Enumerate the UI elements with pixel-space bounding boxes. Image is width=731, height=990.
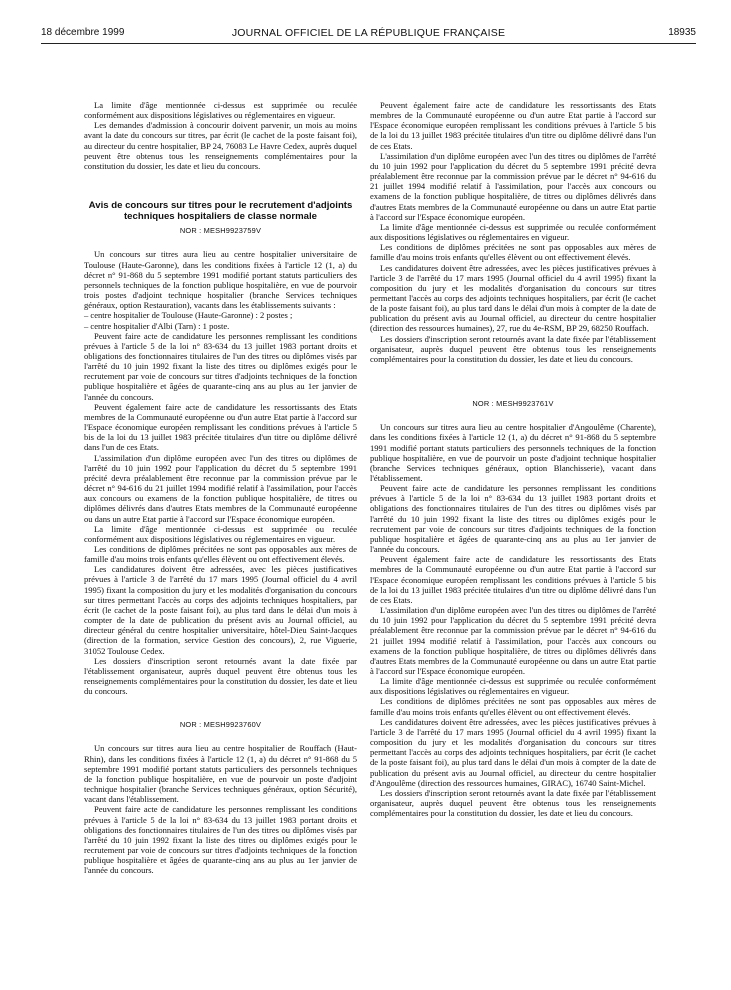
list-item: – centre hospitalier d'Albi (Tarn) : 1 poste. <box>84 320 230 331</box>
paragraph: La limite d'âge mentionnée ci-dessus est supprimée ou reculée conformément aux dispositions législatives ou réglementaires en vigueur. <box>84 523 357 544</box>
nor-reference: NOR : MESH9923759V <box>179 226 262 236</box>
list-item: – centre hospitalier de Toulouse (Haute-Garonne) : 2 postes ; <box>84 310 293 321</box>
paragraph: Un concours sur titres aura lieu au centre hospitalier universitaire de Toulouse (Haute-Garonne), dans les conditions fixées à l'article 12 (1, a) du décret n° 91-868 du 5 septembre 1991 modifié portant statuts particuliers des personnels techniques de la fonction publique hospitalière, en vue de pourvoir trois postes d'adjoint technique hospitalier (branche Services techniques généraux, option Restauration), vacants dans les établissements suivants : <box>84 249 357 311</box>
paragraph: Peuvent également faire acte de candidature les ressortissants des Etats membres de la Communauté européenne ou d'un autre Etat partie à l'accord sur l'Espace économique européen remplissant les conditions prévues à l'article 5 bis de la loi du 13 juillet 1983 précitée titulaires d'un titre ou diplôme délivré dans l'un de ces Etats. <box>84 401 357 453</box>
right-column <box>370 100 656 818</box>
paragraph: Peuvent faire acte de candidature les personnes remplissant les conditions prévues à l'article 5 de la loi n° 83-634 du 13 juillet 1983 portant droits et obligations des fonctionnaires titulaires de l'un des titres ou diplômes visés par l'arrêté du 10 juin 1992 fixant la liste des titres ou diplômes exigés pour le recrutement par voie de concours sur titres d'adjoints techniques de la fonction publique hospitalière et âgées de quarante-cinq ans au plus au 1er janvier de l'année du concours. <box>370 483 656 555</box>
paragraph: Les candidatures doivent être adressées, avec les pièces justificatives prévues à l'article 3 de l'arrêté du 17 mars 1995 (Journal officiel du 4 avril 1995) fixant la composition du jury et les modalités d'organisation du concours sur titres permettant l'accès au corps des adjoints techniques hospitaliers, par écrit (le cachet de la poste faisant foi), au plus tard dans le délai d'un mois à compter de la date de publication du présent avis au Journal officiel, au directeur du centre hospitalier d'Angoulême (direction des ressources humaines, GIRAC), 16740 Saint-Michel. <box>370 716 656 788</box>
paragraph: Un concours sur titres aura lieu au centre hospitalier d'Angoulême (Charente), dans les conditions fixées à l'article 12 (1, a) du décret n° 91-868 du 5 septembre 1991 modifié portant statuts particuliers des personnels techniques de la fonction publique hospitalière, en vue de pourvoir un poste d'adjoint technique hospitalier (branche Services techniques généraux, option Blanchisserie), vacant dans l'établissement. <box>370 422 656 483</box>
paragraph: Les conditions de diplômes précitées ne sont pas opposables aux mères de famille d'au moins trois enfants qu'elles élèvent ou ont effectivement élevés. <box>370 242 656 263</box>
paragraph: Les dossiers d'inscription seront retournés avant la date fixée par l'établissement organisateur, auprès duquel peuvent être obtenus tous les renseignements complémentaires pour la constitution du dossier, les date et lieu du concours. <box>370 787 656 819</box>
paragraph: La limite d'âge mentionnée ci-dessus est supprimée ou reculée conformément aux dispositions législatives ou réglementaires en vigueur. <box>370 676 656 697</box>
header-title: JOURNAL OFFICIEL DE LA RÉPUBLIQUE FRANÇAISE <box>231 27 506 39</box>
nor-reference: NOR : MESH9923761V <box>472 399 554 409</box>
header-page-number: 18935 <box>668 27 696 38</box>
paragraph: Les dossiers d'inscription seront retournés avant la date fixée par l'établissement organisateur, auprès duquel peuvent être obtenus tous les renseignements complémentaires pour la constitution du dossier, les date et lieu du concours. <box>370 333 656 364</box>
header-date: 18 décembre 1999 <box>41 27 125 38</box>
paragraph: L'assimilation d'un diplôme européen avec l'un des titres ou diplômes de l'arrêté du 10 juin 1992 pour l'application du décret du 5 septembre 1991 précité devra préalablement être reconnue par la commission prévue par le décret n° 94-616 du 21 juillet 1994 modifié relatif à l'assimilation, pour l'accès aux concours ou examens de la fonction publique hospitalière, de titres ou diplômes délivrés dans d'autres Etats membres de la Communauté européenne ou dans un autre Etat partie à l'accord sur l'Espace économique européen. <box>84 452 357 524</box>
paragraph: Peuvent également faire acte de candidature les ressortissants des Etats membres de la Communauté européenne ou d'un autre Etat partie à l'accord sur l'Espace économique européen remplissant les conditions prévues à l'article 5 bis de la loi du 13 juillet 1983 précitée titulaires d'un titre ou diplôme délivré dans l'un de ces Etats. <box>370 100 656 151</box>
paragraph: Un concours sur titres aura lieu au centre hospitalier de Rouffach (Haut-Rhin), dans les conditions fixées à l'article 12 (1, a) du décret n° 91-868 du 5 septembre 1991 modifié portant statuts particuliers des personnels techniques de la fonction publique hospitalière, en vue de pourvoir un poste d'adjoint technique hospitalier (branche Services techniques généraux, option Sécurité), vacant dans l'établissement. <box>84 743 357 805</box>
notice-heading: Avis de concours sur titres pour le recrutement d'adjoints techniques hospitaliers de classe normale <box>88 200 353 222</box>
header-rule <box>41 43 696 44</box>
paragraph: Les candidatures doivent être adressées, avec les pièces justificatives prévues à l'article 3 de l'arrêté du 17 mars 1995 (Journal officiel du 4 avril 1995) fixant la composition du jury et les modalités d'organisation du concours sur titres permettant l'accès au corps des adjoints techniques hospitaliers, par écrit (le cachet de la poste faisant foi), au plus tard dans le délai d'un mois à compter de la date de publication du présent avis au Journal officiel, au directeur du centre hospitalier (direction des ressources humaines), 27, rue du 4e-RSM, BP 29, 68250 Rouffach. <box>370 262 656 334</box>
paragraph: Peuvent faire acte de candidature les personnes remplissant les conditions prévues à l'article 5 de la loi n° 83-634 du 13 juillet 1983 portant droits et obligations des fonctionnaires titulaires de l'un des titres ou diplômes visés par l'arrêté du 10 juin 1992 fixant la liste des titres ou diplômes exigés pour le recrutement par voie de concours sur titres d'adjoints techniques de la fonction publique hospitalière et âgées de quarante-cinq ans au plus au 1er janvier de l'année du concours. <box>84 804 357 876</box>
paragraph: Les dossiers d'inscription seront retournés avant la date fixée par l'établissement organisateur, auprès duquel peuvent être obtenus tous les renseignements complémentaires pour la constitution du dossier, les date et lieu du concours. <box>84 655 357 697</box>
nor-reference: NOR : MESH9923760V <box>179 720 262 730</box>
paragraph: L'assimilation d'un diplôme européen avec l'un des titres ou diplômes de l'arrêté du 10 juin 1992 pour l'application du décret du 5 septembre 1991 précité devra préalablement être reconnue par la commission prévue par le décret n° 94-616 du 21 juillet 1994 modifié relatif à l'assimilation, pour l'accès aux concours ou examens de la fonction publique hospitalière, de titres ou diplômes délivrés dans d'autres Etats membres de la Communauté européenne ou dans un autre Etat partie à l'accord sur l'Espace économique européen. <box>370 150 656 222</box>
paragraph: La limite d'âge mentionnée ci-dessus est supprimée ou reculée conformément aux dispositions législatives ou réglementaires en vigueur. <box>84 100 357 121</box>
paragraph: Les conditions de diplômes précitées ne sont pas opposables aux mères de famille d'au moins trois enfants qu'elles élèvent ou ont effectivement élevés. <box>370 696 656 717</box>
page-header <box>41 27 696 41</box>
paragraph: La limite d'âge mentionnée ci-dessus est supprimée ou reculée conformément aux dispositions législatives ou réglementaires en vigueur. <box>370 221 656 243</box>
paragraph: L'assimilation d'un diplôme européen avec l'un des titres ou diplômes de l'arrêté du 10 juin 1992 pour l'application du décret du 5 septembre 1991 précité devra préalablement être reconnue par la commission prévue par le décret n° 94-616 du 21 juillet 1994 modifié relatif à l'assimilation, pour l'accès aux concours ou examens de la fonction publique hospitalière, de titres ou diplômes délivrés dans d'autres Etats membres de la Communauté européenne ou dans un autre Etat partie à l'accord sur l'Espace économique européen. <box>370 605 656 676</box>
paragraph: Peuvent faire acte de candidature les personnes remplissant les conditions prévues à l'article 5 de la loi n° 83-634 du 13 juillet 1983 portant droits et obligations des fonctionnaires titulaires de l'un des titres ou diplômes visés par l'arrêté du 10 juin 1992 fixant la liste des titres ou diplômes exigés pour le recrutement par voie de concours sur titres d'adjoints techniques de la fonction publique hospitalière et âgées de quarante-cinq ans au plus au 1er janvier de l'année du concours. <box>84 330 357 402</box>
paragraph: Les candidatures doivent être adressées, avec les pièces justificatives prévues à l'article 3 de l'arrêté du 17 mars 1995 (Journal officiel du 4 avril 1995) fixant la composition du jury et les modalités d'organisation du concours sur titres permettant l'accès au corps des adjoints techniques hospitaliers, par écrit (le cachet de la poste faisant foi), au plus tard dans le délai d'un mois à compter de la date de publication du présent avis au Journal officiel, au directeur général du centre hospitalier universitaire, hôtel-Dieu Saint-Jacques (direction de la formation, service Gestion des concours), 2, rue Viguerie, 31052 Toulouse Cedex. <box>84 564 357 656</box>
paragraph: Les demandes d'admission à concourir doivent parvenir, un mois au moins avant la date du concours sur titres, par écrit (le cachet de la poste faisant foi), au directeur du centre hospitalier, BP 24, 76083 Le Havre Cedex, auprès duquel peuvent être obtenus tous les renseignements complémentaires pour la constitution du dossier, les date et lieu du concours. <box>84 120 357 171</box>
left-column <box>84 100 357 876</box>
paragraph: Les conditions de diplômes précitées ne sont pas opposables aux mères de famille d'au moins trois enfants qu'elles élèvent ou ont effectivement élevés. <box>84 543 357 565</box>
paragraph: Peuvent également faire acte de candidature les ressortissants des Etats membres de la Communauté européenne ou d'un autre Etat partie à l'accord sur l'Espace économique européen remplissant les conditions prévues à l'article 5 bis de la loi du 13 juillet 1983 précitée titulaires d'un titre ou diplôme délivré dans l'un de ces Etats. <box>370 554 656 605</box>
